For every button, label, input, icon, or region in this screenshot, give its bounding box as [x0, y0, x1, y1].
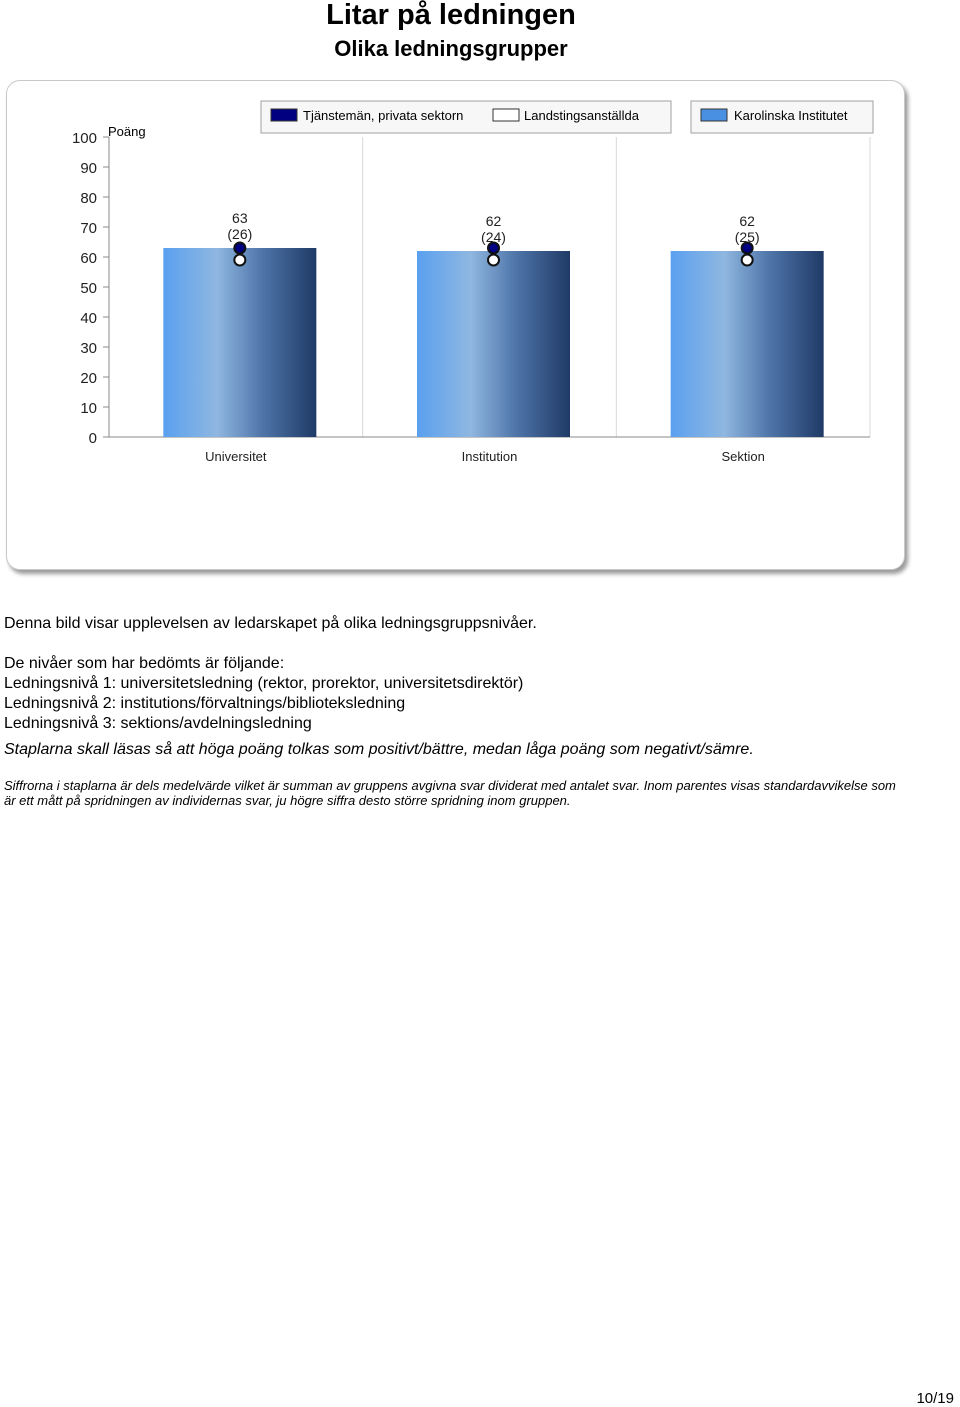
y-tick-label: 100	[71, 130, 97, 147]
marker-county-staff	[742, 255, 753, 266]
reading-note: Staplarna skall läsas så att höga poäng tolkas som positivt/bättre, medan låga poäng som negativt/sämre.	[4, 741, 754, 758]
legend-swatch-county-staff	[493, 109, 519, 121]
legend	[261, 101, 873, 133]
page-number: 10/19	[916, 1390, 954, 1407]
bar-sd-label: (26)	[227, 226, 253, 242]
y-tick-label: 0	[88, 430, 97, 447]
legend-swatch-private-sector	[271, 109, 297, 121]
marker-county-staff	[234, 255, 245, 266]
marker-county-staff	[488, 255, 499, 266]
legend-label-county-staff: Landstingsanställda	[524, 108, 639, 123]
intro-text: Denna bild visar upplevelsen av ledarskapet på olika ledningsgruppsnivåer.	[4, 615, 537, 632]
bar-sd-label: (25)	[734, 229, 760, 245]
bar-value-label: 62	[739, 213, 755, 229]
x-tick-label: Universitet	[205, 449, 267, 464]
bar-value-label: 63	[232, 210, 248, 226]
bar-sektion	[671, 251, 824, 437]
y-tick-label: 60	[80, 250, 97, 267]
levels-heading: De nivåer som har bedömts är följande:	[4, 655, 285, 672]
y-tick-label: 90	[80, 160, 97, 177]
y-tick-label: 50	[80, 280, 97, 297]
levels-list	[4, 654, 944, 734]
level-1: Ledningsnivå 1: universitetsledning (rektor, prorektor, universitetsdirektör)	[4, 675, 524, 692]
x-tick-label: Sektion	[721, 449, 765, 464]
legend-label-karolinska: Karolinska Institutet	[734, 108, 848, 123]
y-tick-label: 30	[80, 340, 97, 357]
bar-universitet	[163, 248, 316, 437]
x-tick-label: Institution	[461, 449, 518, 464]
y-tick-label: 70	[80, 220, 97, 237]
y-tick-label: 10	[80, 400, 97, 417]
bar-institution	[417, 251, 570, 437]
chart-panel	[6, 80, 905, 570]
marker-private-sector	[234, 243, 245, 254]
y-tick-label: 80	[80, 190, 97, 207]
legend-label-private-sector: Tjänstemän, privata sektorn	[303, 108, 464, 123]
y-tick-label: 40	[80, 310, 97, 327]
level-3: Ledningsnivå 3: sektions/avdelningsledning	[4, 715, 312, 732]
y-tick-label: 20	[80, 370, 97, 387]
page-title: Litar på ledningen	[326, 0, 576, 31]
bar-value-label: 62	[485, 213, 502, 229]
y-axis-label: Poäng	[108, 124, 146, 139]
level-2: Ledningsnivå 2: institutions/förvaltnings/biblioteksledning	[4, 695, 406, 712]
bar-sd-label: (24)	[481, 229, 506, 245]
legend-swatch-karolinska	[701, 109, 727, 121]
page-subtitle: Olika ledningsgrupper	[334, 36, 568, 61]
footnote: Siffrorna i staplarna är dels medelvärde vilket är summan av gruppens avgivna svar dividerat med antalet svar. Inom parentes visas standardavvikelse som är ett mått på spridningen av individernas svar, ju högre siffra desto större spridning inom gruppen.	[4, 778, 896, 808]
bar-chart	[7, 81, 904, 569]
